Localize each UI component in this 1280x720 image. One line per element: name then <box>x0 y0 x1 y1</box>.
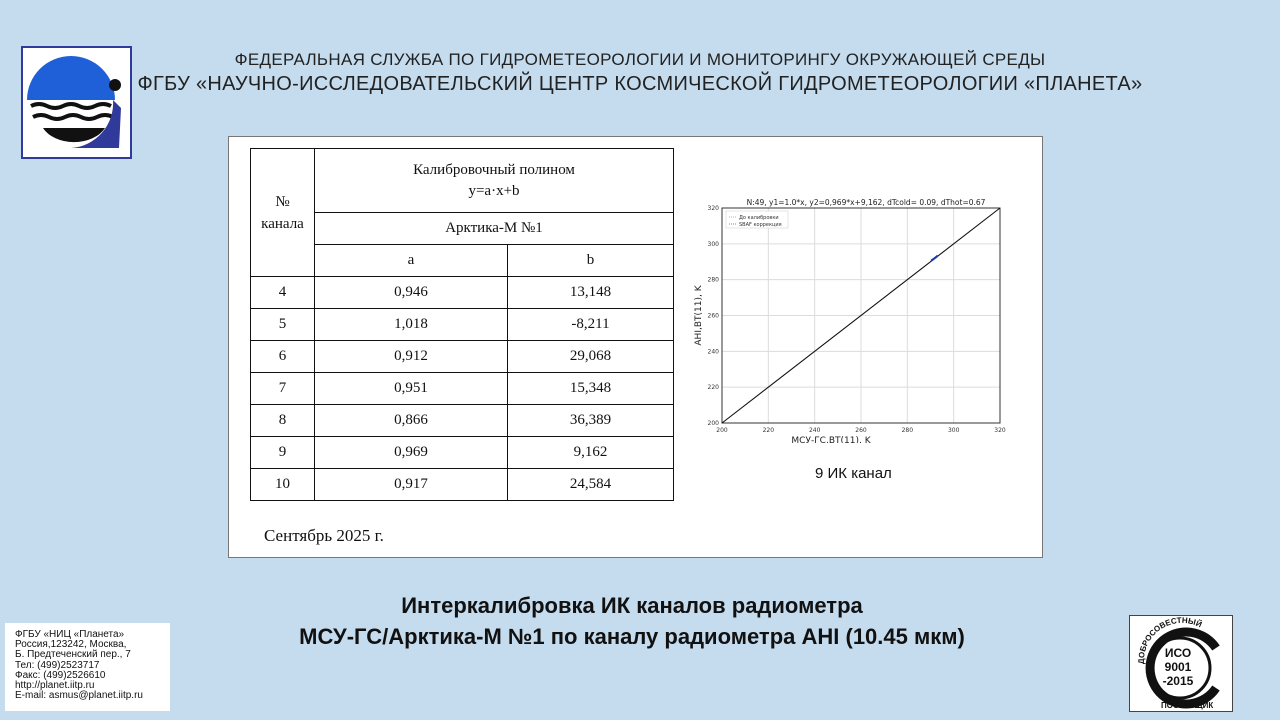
address-line: ФГБУ «НИЦ «Планета» <box>15 629 125 640</box>
x-tick-label: 220 <box>762 427 775 434</box>
address-line: http://planet.iitp.ru <box>15 680 95 692</box>
y-tick-label: 260 <box>707 312 719 320</box>
planeta-logo <box>21 46 132 159</box>
cell-b: 9,162 <box>508 437 674 469</box>
title-line-2: МСУ-ГС/Арктика-М №1 по каналу радиометра AHI (10.45 мкм) <box>299 624 965 649</box>
cell-channel: 7 <box>251 373 315 405</box>
slide-title <box>200 590 1064 652</box>
header <box>135 49 1145 97</box>
cell-channel: 8 <box>251 405 315 437</box>
address-line: Тел: (499)2523717 <box>15 659 100 671</box>
date-label: Сентябрь 2025 г. <box>264 526 384 545</box>
calibration-table <box>250 148 674 501</box>
address-block <box>5 623 170 711</box>
cell-b: 24,584 <box>508 469 674 501</box>
address-line: Б. Предтеченский пер., 7 <box>15 649 131 661</box>
cell-b: 36,389 <box>508 405 674 437</box>
iso-bottom-text: ПОСТАВЩИК <box>1161 701 1214 710</box>
table-row <box>251 341 674 373</box>
table-row <box>251 373 674 405</box>
chart-caption: 9 ИК канал <box>815 465 892 482</box>
cell-channel: 4 <box>251 277 315 309</box>
header-a: a <box>315 245 508 277</box>
chart-title: N:49, y1=1.0*x, y2=0,969*x+9,162, dTcold= 0.09, dThot=0.67 <box>746 198 986 207</box>
cell-channel: 6 <box>251 341 315 373</box>
cell-channel: 9 <box>251 437 315 469</box>
cell-b: 15,348 <box>508 373 674 405</box>
legend-label: SBAF коррекция <box>739 222 782 228</box>
y-tick-label: 220 <box>707 384 719 392</box>
cell-b: 29,068 <box>508 341 674 373</box>
center-name: ФГБУ «НАУЧНО-ИССЛЕДОВАТЕЛЬСКИЙ ЦЕНТР КОСМИЧЕСКОЙ ГИДРОМЕТЕОРОЛОГИИ «ПЛАНЕТА» <box>137 73 1143 95</box>
iso-line-2: 9001 <box>1164 660 1192 674</box>
address-line: E-mail: asmus@planet.iitp.ru <box>15 690 143 702</box>
iso-top-text: ДОБРОСОВЕСТНЫЙ <box>1136 616 1204 665</box>
scatter-chart <box>691 193 1011 443</box>
iso-badge <box>1129 615 1233 712</box>
cell-b: 13,148 <box>508 277 674 309</box>
header-channel: № канала <box>251 149 315 277</box>
title-line-1: Интеркалибровка ИК каналов радиометра <box>401 593 863 618</box>
y-axis-label: AHI,BT(11), K <box>694 285 704 346</box>
y-tick-label: 320 <box>707 205 719 212</box>
y-tick-label: 280 <box>707 276 719 284</box>
cell-channel: 5 <box>251 309 315 341</box>
table-row <box>251 469 674 501</box>
y-tick-label: 300 <box>707 240 719 248</box>
cell-a: 1,018 <box>315 309 508 341</box>
content-panel <box>228 136 1043 558</box>
cell-b: -8,211 <box>508 309 674 341</box>
table-row <box>251 405 674 437</box>
table-row <box>251 437 674 469</box>
iso-line-3: -2015 <box>1162 674 1194 688</box>
poly-formula: y=a·x+b <box>468 182 520 199</box>
header-polynomial <box>315 149 674 213</box>
cell-a: 0,917 <box>315 469 508 501</box>
cell-channel: 10 <box>251 469 315 501</box>
header-satellite: Арктика-М №1 <box>315 213 674 245</box>
x-tick-label: 300 <box>947 427 960 434</box>
address-line: Россия,123242, Москва, <box>15 639 127 651</box>
table-row <box>251 277 674 309</box>
cell-a: 0,969 <box>315 437 508 469</box>
x-tick-label: 200 <box>716 427 728 434</box>
x-tick-label: 240 <box>808 427 821 434</box>
y-tick-label: 240 <box>707 348 719 356</box>
cell-a: 0,946 <box>315 277 508 309</box>
x-tick-label: 320 <box>994 427 1006 434</box>
iso-line-1: ИСО <box>1164 646 1192 660</box>
table-row <box>251 309 674 341</box>
legend-label: До калибровки <box>739 215 779 221</box>
y-tick-label: 200 <box>707 420 719 427</box>
x-axis-label: МСУ-ГС,BT(11), K <box>791 436 871 443</box>
x-tick-label: 260 <box>855 427 867 434</box>
poly-title: Калибровочный полином <box>413 161 575 178</box>
data-point <box>936 255 938 257</box>
cell-a: 0,951 <box>315 373 508 405</box>
cell-a: 0,912 <box>315 341 508 373</box>
agency-name: ФЕДЕРАЛЬНАЯ СЛУЖБА ПО ГИДРОМЕТЕОРОЛОГИИ И МОНИТОРИНГУ ОКРУЖАЮЩЕЙ СРЕДЫ <box>234 50 1046 69</box>
x-tick-label: 280 <box>901 427 914 434</box>
address-line: Факс: (499)2526610 <box>15 669 106 681</box>
header-b: b <box>508 245 674 277</box>
cell-a: 0,866 <box>315 405 508 437</box>
